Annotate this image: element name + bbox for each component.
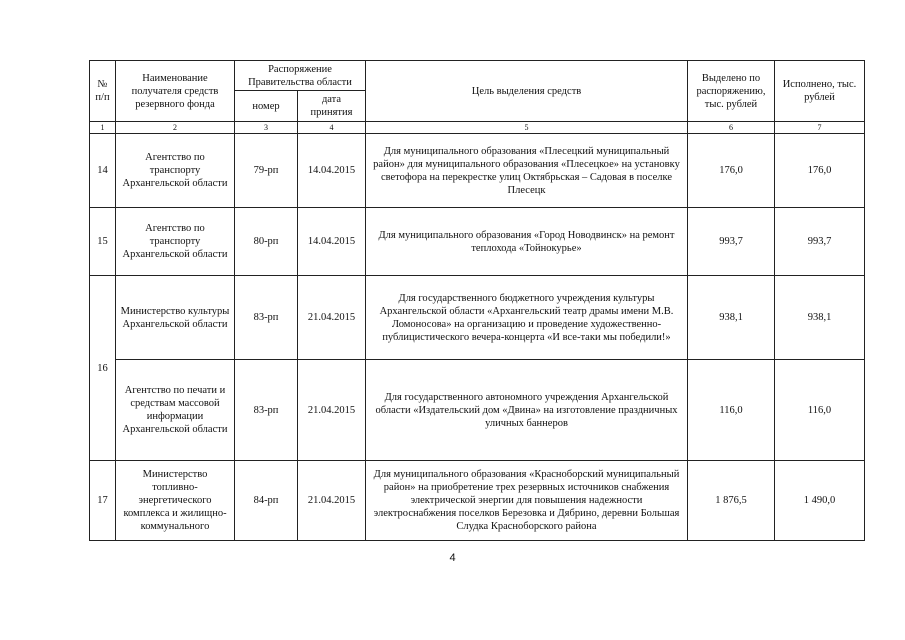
header-purpose: Цель выделения средств <box>366 61 688 122</box>
row-order-number: 79-рп <box>235 134 298 208</box>
row-executed: 993,7 <box>775 208 865 276</box>
row-recipient: Министерство культуры Архангельской области <box>116 276 235 360</box>
row-num: 15 <box>90 208 116 276</box>
row-purpose: Для государственного бюджетного учреждения культуры Архангельской области «Архангельский театр драмы имени М.В. Ломоносова» на организацию и проведение художественно-публицистического вечера-концерта «И все-таки мы победили!» <box>366 276 688 360</box>
row-executed: 938,1 <box>775 276 865 360</box>
header-executed: Исполнено, тыс. рублей <box>775 61 865 122</box>
row-allocated: 1 876,5 <box>688 461 775 541</box>
col-number: 3 <box>235 122 298 134</box>
row-purpose: Для муниципального образования «Красноборский муниципальный район» на приобретение трех резервных источников снабжения электрической энергии для повышения надежности электроснабжения поселков Березовка и Дябрино, деревни Большая Слудка Красноборского района <box>366 461 688 541</box>
header-order-date: дата принятия <box>298 91 366 122</box>
row-purpose: Для муниципального образования «Город Новодвинск» на ремонт теплохода «Тойнокурье» <box>366 208 688 276</box>
row-recipient: Министерство топливно-энергетического комплекса и жилищно-коммунального <box>116 461 235 541</box>
row-purpose: Для муниципального образования «Плесецкий муниципальный район» для муниципального образования «Плесецкое» на установку светофора на перекрестке улиц Октябрьская – Садовая в поселке Плесецк <box>366 134 688 208</box>
row-order-date: 14.04.2015 <box>298 134 366 208</box>
reserve-fund-table <box>89 60 865 541</box>
row-order-date: 21.04.2015 <box>298 461 366 541</box>
col-number: 2 <box>116 122 235 134</box>
col-number: 6 <box>688 122 775 134</box>
row-recipient: Агентство по транспорту Архангельской области <box>116 134 235 208</box>
col-number: 1 <box>90 122 116 134</box>
col-number: 7 <box>775 122 865 134</box>
row-order-number: 80-рп <box>235 208 298 276</box>
table-row <box>90 461 865 541</box>
row-recipient: Агентство по печати и средствам массовой информации Архангельской области <box>116 360 235 461</box>
row-num: 17 <box>90 461 116 541</box>
header-allocated: Выделено по распоряжению, тыс. рублей <box>688 61 775 122</box>
row-allocated: 993,7 <box>688 208 775 276</box>
row-order-date: 14.04.2015 <box>298 208 366 276</box>
row-allocated: 116,0 <box>688 360 775 461</box>
row-executed: 176,0 <box>775 134 865 208</box>
table-row <box>90 360 865 461</box>
row-executed: 116,0 <box>775 360 865 461</box>
column-numbers-row <box>90 122 865 134</box>
col-number: 4 <box>298 122 366 134</box>
header-row <box>90 61 865 91</box>
row-purpose: Для государственного автономного учреждения Архангельской области «Издательский дом «Двина» на изготовление праздничных уличных баннеров <box>366 360 688 461</box>
header-order-number: номер <box>235 91 298 122</box>
page-number: 4 <box>449 552 456 564</box>
row-executed: 1 490,0 <box>775 461 865 541</box>
table-row <box>90 276 865 360</box>
row-num: 16 <box>90 276 116 461</box>
row-order-number: 83-рп <box>235 360 298 461</box>
row-order-number: 84-рп <box>235 461 298 541</box>
header-recipient: Наименование получателя средств резервного фонда <box>116 61 235 122</box>
row-recipient: Агентство по транспорту Архангельской области <box>116 208 235 276</box>
header-order: Распоряжение Правительства области <box>235 61 366 91</box>
row-num: 14 <box>90 134 116 208</box>
table-row <box>90 134 865 208</box>
row-allocated: 176,0 <box>688 134 775 208</box>
row-order-date: 21.04.2015 <box>298 360 366 461</box>
row-order-date: 21.04.2015 <box>298 276 366 360</box>
row-allocated: 938,1 <box>688 276 775 360</box>
row-order-number: 83-рп <box>235 276 298 360</box>
col-number: 5 <box>366 122 688 134</box>
header-num: № п/п <box>90 61 116 122</box>
table-row <box>90 208 865 276</box>
